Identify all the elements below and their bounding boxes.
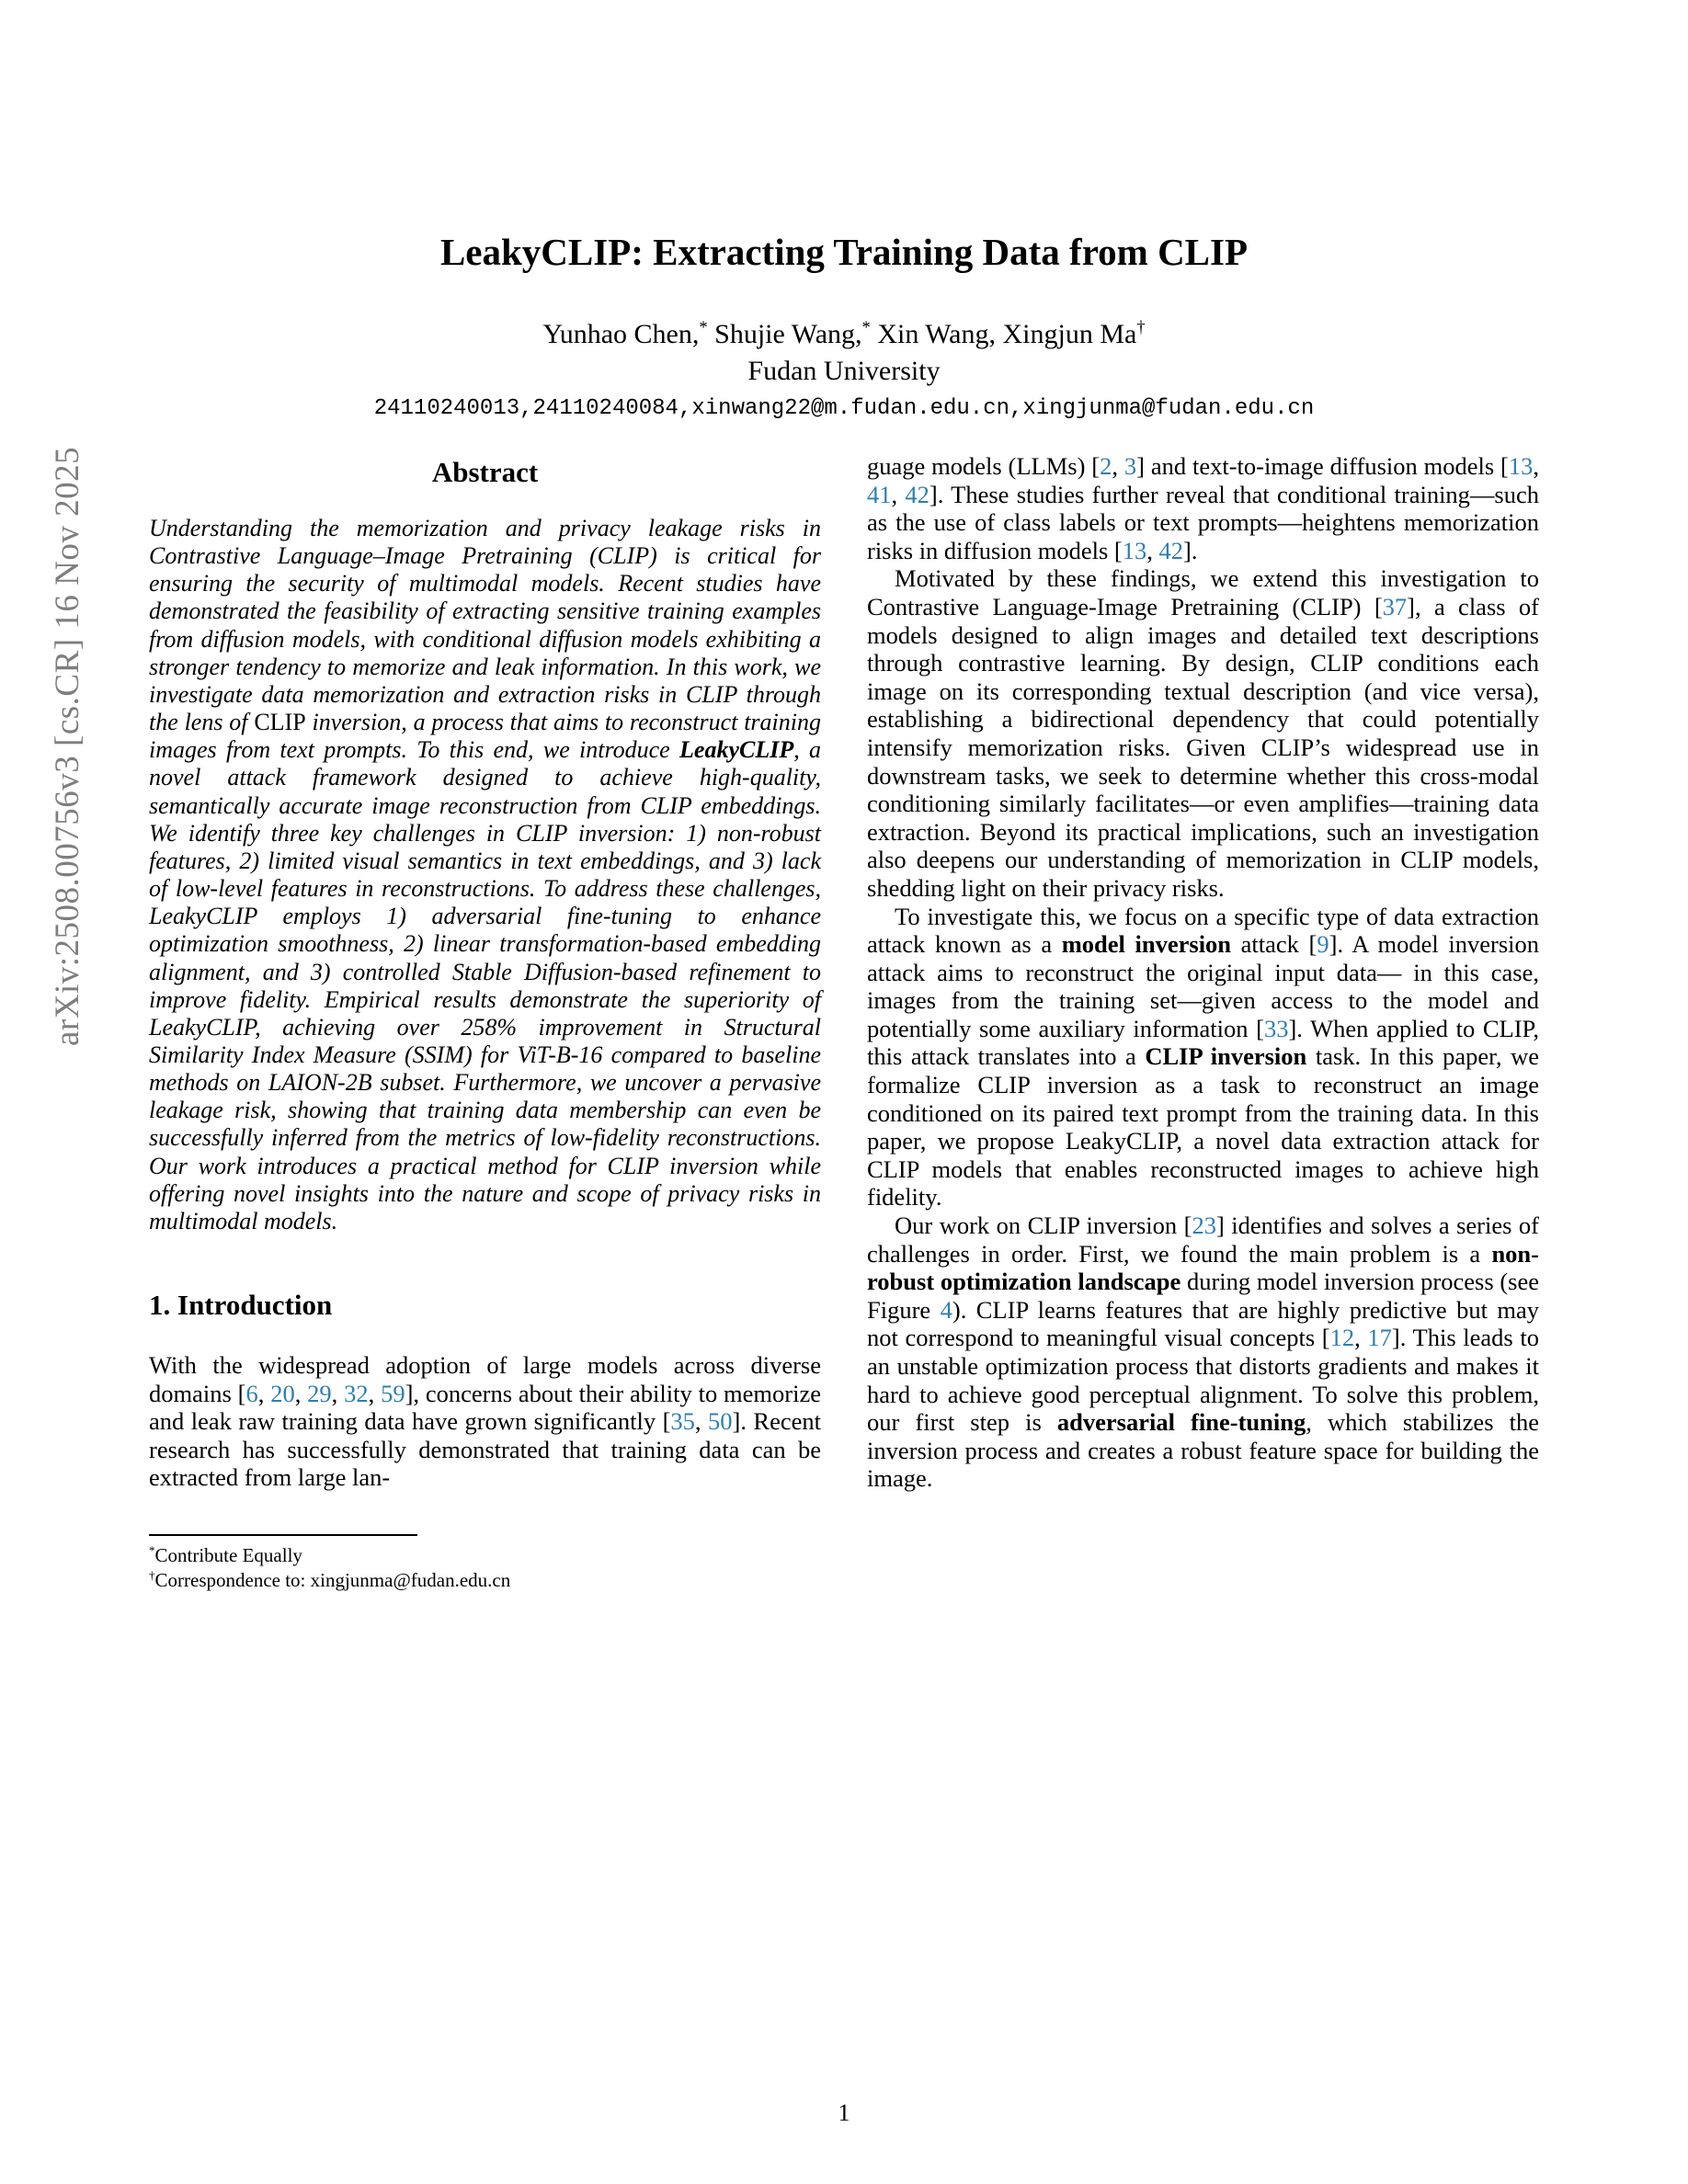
citation-link[interactable]: 50: [708, 1407, 733, 1436]
body-paragraph: [867, 452, 1539, 564]
text-segment: ] and text-to-image diffusion models [: [1136, 452, 1509, 480]
text-segment: ], a class of models designed to align images and detailed text descriptions through contrastive learning. By design, CLIP conditions each image on its corresponding textual description (and vice versa), establishing a bidirectional dependency that could potentially intensify memorization risks. Given CLIP’s widespread use in downstream tasks, we seek to determine whether this cross-modal conditioning similarly facilitates—or even amplifies—training data extraction. Beyond its practical implications, such an investigation also deepens our understanding of memorization in CLIP models, shedding light on their privacy risks.: [867, 592, 1539, 902]
text-segment: ]. Recent research has successfully demonstrated that training data can be extracted from large lan-: [149, 1407, 822, 1492]
text-segment: during model inversion process (see Figure: [867, 1268, 1539, 1324]
text-segment: ,: [368, 1379, 382, 1407]
citation-link[interactable]: 35: [670, 1407, 695, 1436]
arxiv-watermark: arXiv:2508.00756v3 [cs.CR] 16 Nov 2025: [49, 446, 86, 1046]
text-segment: , a novel attack framework designed to achieve high-quality, semantically accurate image reconstruction from CLIP embeddings. We identify three key challenges in CLIP inversion: 1) non-robust features, 2) limited visual semantics in text embeddings, and 3) lack of low-level features in reconstructions. To address these challenges, LeakyCLIP employs 1) adversarial fine-tuning to enhance optimization smoothness, 2) linear transformation-based embedding alignment, and 3) controlled Stable Diffusion-based refinement to improve fidelity. Empirical results demonstrate the superiority of LeakyCLIP, achieving over 258% improvement in Structural Similarity Index Measure (SSIM) for ViT-B-16 compared to baseline methods on LAION-2B subset. Furthermore, we uncover a pervasive leakage risk, showing that training data membership can even be successfully inferred from the metrics of low-fidelity reconstructions. Our work introduces a practical method for CLIP inversion while offering novel insights into the nature and scope of privacy risks in multimodal models.: [149, 736, 821, 1234]
page-number: 1: [838, 2099, 850, 2126]
text-segment: ). CLIP learns features that are highly predictive but may not correspond to meaningful visual concepts [: [867, 1295, 1540, 1352]
author-emails[interactable]: 24110240013,24110240084,xinwang22@m.fudan.edu.cn,xingjunma@fudan.edu.cn: [373, 396, 1315, 422]
text-segment: ]. This leads to an unstable optimization process that distorts gradients and makes it hard to achieve good perceptual alignment. To solve this problem, our first step is: [867, 1324, 1539, 1437]
text-segment: To investigate this, we focus on a specific type of data extraction attack known as a: [867, 902, 1539, 959]
footnote-contribute-equally: [149, 1543, 821, 1568]
text-segment: †: [149, 1568, 155, 1583]
text-segment: Yunhao Chen,: [542, 319, 700, 350]
text-segment: ] identifies and solves a series of challenges in order. First, we found the main problem is a: [867, 1211, 1539, 1268]
citation-link[interactable]: 42: [1158, 536, 1184, 564]
text-segment: *: [861, 318, 871, 338]
citation-link[interactable]: 23: [1192, 1211, 1216, 1240]
citation-link[interactable]: 6: [245, 1379, 258, 1407]
text-segment: Correspondence to: xingjunma@fudan.edu.cn: [154, 1569, 511, 1592]
left-column: [149, 452, 821, 1594]
text-segment: ,: [1146, 536, 1159, 564]
text-segment: ]. A model inversion attack aims to reconstruct the original input data— in this case, images from the training set—given access to the model and potentially some auxiliary information [: [867, 930, 1539, 1042]
affiliation: Fudan University: [747, 356, 941, 387]
text-segment: ,: [694, 1407, 709, 1436]
text-segment: Understanding the memorization and privacy leakage risks in Contrastive Language–Image Pretraining (CLIP) is critical for ensuring the security of multimodal models. Recent studies have demonstrated the feasibility of extracting sensitive training examples from diffusion models, with conditional diffusion models exhibiting a stronger tendency to memorize and leak information. In this work, we investigate data memorization and extraction risks in CLIP through the lens of: [149, 515, 821, 736]
authors-line: [0, 319, 1688, 350]
text-segment: CLIP: [254, 709, 306, 736]
citation-link[interactable]: 13: [1122, 536, 1147, 564]
text-segment: ,: [331, 1379, 345, 1407]
abstract-text: [149, 515, 821, 1235]
text-segment: ,: [294, 1379, 308, 1407]
abstract-heading: Abstract: [431, 456, 539, 488]
text-segment: Xin Wang, Xingjun Ma: [870, 319, 1137, 350]
text-segment: task. In this paper, we formalize CLIP inversion as a task to reconstruct an image conditioned on its paired text prompt from the training data. In this paper, we propose LeakyCLIP, a novel data extraction attack for CLIP models that enables reconstructed images to achieve high fidelity.: [867, 1042, 1539, 1211]
text-segment: Motivated by these findings, we extend this investigation to Contrastive Language-Image Pretraining (CLIP) [: [867, 564, 1539, 620]
text-segment: LeakyCLIP: [679, 736, 794, 764]
paper-header: [0, 0, 1688, 421]
text-segment: *: [699, 318, 708, 338]
citation-link[interactable]: 4: [940, 1295, 952, 1324]
text-segment: guage models (LLMs) [: [867, 452, 1101, 480]
text-segment: Contribute Equally: [154, 1544, 302, 1567]
paper-title: LeakyCLIP: Extracting Training Data from CLIP: [439, 231, 1249, 273]
text-segment: ,: [1533, 452, 1539, 480]
text-segment: CLIP inversion: [1145, 1042, 1307, 1071]
body-paragraph: [867, 564, 1539, 902]
body-paragraph: [867, 903, 1539, 1212]
text-segment: ], concerns about their ability to memorize and leak raw training data have grown significantly [: [149, 1379, 821, 1436]
footnote-correspondence: [149, 1568, 821, 1593]
text-segment: ].: [1183, 536, 1198, 564]
citation-link[interactable]: 29: [307, 1379, 332, 1407]
text-segment: attack [: [1231, 930, 1317, 959]
intro-paragraph: [149, 1351, 821, 1492]
text-segment: ,: [891, 480, 906, 508]
text-segment: With the widespread adoption of large models across diverse domains [: [149, 1351, 821, 1407]
text-segment: ,: [1112, 452, 1124, 480]
citation-link[interactable]: 59: [381, 1379, 405, 1407]
text-segment: inversion, a process that aims to reconstruct training images from text prompts. To this end, we introduce: [149, 709, 821, 764]
text-segment: adversarial fine-tuning: [1056, 1408, 1306, 1437]
text-segment: ,: [257, 1379, 271, 1407]
footnote-block: [149, 1534, 821, 1594]
citation-link[interactable]: 33: [1263, 1014, 1289, 1042]
citation-link[interactable]: 37: [1382, 592, 1408, 620]
text-segment: *: [149, 1543, 155, 1558]
citation-link[interactable]: 32: [344, 1379, 369, 1407]
citation-link[interactable]: 42: [905, 480, 930, 508]
citation-link[interactable]: 20: [270, 1379, 295, 1407]
footnote-rule: [149, 1534, 417, 1536]
text-segment: ]. These studies further reveal that conditional training—such as the use of class labels or text prompts—heightens memorization risks in diffusion models [: [867, 480, 1540, 564]
two-column-body: [149, 452, 1539, 1594]
text-segment: Shujie Wang,: [707, 319, 862, 350]
text-segment: Our work on CLIP inversion [: [895, 1211, 1192, 1240]
citation-link[interactable]: 3: [1123, 452, 1137, 480]
text-segment: †: [1136, 318, 1146, 338]
text-segment: non-robust optimization landscape: [867, 1239, 1539, 1296]
citation-link[interactable]: 17: [1367, 1324, 1392, 1352]
citation-link[interactable]: 41: [867, 480, 892, 508]
text-segment: ]. When applied to CLIP, this attack translates into a: [867, 1014, 1539, 1071]
citation-link[interactable]: 13: [1508, 452, 1534, 480]
section-heading-introduction: 1. Introduction: [149, 1289, 333, 1322]
citation-link[interactable]: 2: [1100, 452, 1112, 480]
citation-link[interactable]: 9: [1317, 930, 1329, 959]
body-paragraph: [867, 1211, 1539, 1493]
text-segment: ,: [1354, 1324, 1368, 1352]
right-column: [867, 452, 1539, 1594]
text-segment: , which stabilizes the inversion process and creates a robust feature space for building the image.: [867, 1408, 1540, 1493]
text-segment: model inversion: [1061, 930, 1232, 959]
citation-link[interactable]: 12: [1329, 1324, 1355, 1352]
